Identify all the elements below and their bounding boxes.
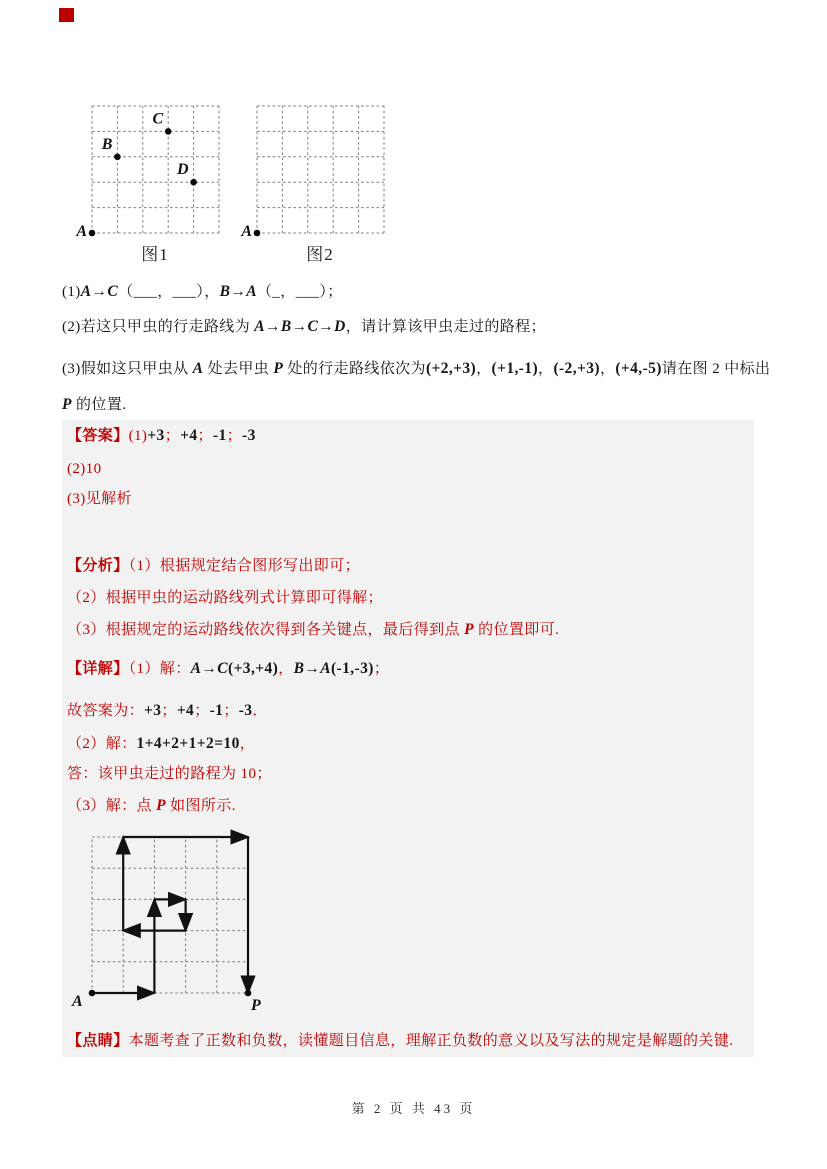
text-segment: (1) bbox=[128, 428, 148, 444]
text-segment: ． bbox=[252, 703, 268, 719]
page-footer bbox=[0, 1098, 827, 1117]
pointing-line bbox=[67, 1030, 747, 1052]
text-segment: (3)假如这只甲虫从 bbox=[62, 361, 193, 377]
text-segment: A→B→C→D bbox=[254, 318, 346, 335]
figure-answer-path bbox=[64, 823, 279, 1028]
point-label-P: P bbox=[251, 997, 261, 1014]
text-segment: -1 bbox=[209, 702, 224, 719]
text-segment: 答：该甲虫走过的路程为 10； bbox=[67, 766, 272, 782]
answer-line-3 bbox=[67, 488, 747, 510]
text-segment: A→C bbox=[80, 283, 119, 300]
point-label-B: B bbox=[101, 135, 113, 153]
point-label-D: D bbox=[177, 161, 189, 179]
text-segment: (+4,-5) bbox=[615, 360, 662, 377]
text-segment: 【详解】 bbox=[67, 661, 129, 677]
detail-line-2 bbox=[67, 700, 747, 722]
point-A bbox=[254, 230, 261, 237]
text-segment: 【答案】 bbox=[67, 428, 129, 444]
text-segment: P bbox=[156, 797, 166, 814]
text-segment: （1）根据规定结合图形写出即可； bbox=[128, 558, 361, 574]
text-segment: （2）根据甲虫的运动路线列式计算即可得解； bbox=[67, 590, 383, 606]
text-segment: ； bbox=[226, 428, 243, 444]
text-segment: ， bbox=[239, 736, 256, 752]
detail-line-4 bbox=[67, 763, 747, 785]
text-segment: 处的行走路线依次为 bbox=[283, 361, 426, 377]
figure-2-grid bbox=[235, 96, 405, 246]
answer-line-2 bbox=[67, 458, 747, 480]
point-A bbox=[89, 990, 96, 997]
text-segment: (3)见解析 bbox=[67, 491, 132, 507]
text-segment: B→A bbox=[219, 283, 257, 300]
text-segment: 【点睛】 bbox=[67, 1033, 129, 1049]
text-segment: -3 bbox=[238, 702, 253, 719]
text-segment: ， bbox=[278, 661, 294, 677]
text-segment: （1）解： bbox=[128, 661, 191, 677]
text-segment: ； bbox=[223, 703, 239, 719]
text-segment: (+1,-1) bbox=[491, 360, 539, 377]
text-segment: ； bbox=[164, 428, 181, 444]
point-B bbox=[114, 154, 121, 161]
detail-line-5 bbox=[67, 795, 747, 817]
red-square-marker bbox=[59, 8, 74, 22]
text-segment: 本题考查了正数和负数，读懂题目信息，理解正负数的意义以及写法的规定是解题的关键. bbox=[128, 1033, 734, 1049]
answer-line-1 bbox=[67, 425, 747, 447]
question-part-2 bbox=[62, 316, 774, 338]
detail-line-3 bbox=[67, 733, 747, 755]
text-segment: ； bbox=[194, 703, 210, 719]
solution-block bbox=[62, 420, 754, 1057]
point-C bbox=[165, 128, 172, 135]
text-segment: (2)10 bbox=[67, 461, 102, 477]
text-segment: (-2,+3) bbox=[553, 360, 600, 377]
figure-2-caption: 图2 bbox=[306, 245, 334, 264]
text-segment: 请在图 2 中标出 bbox=[661, 361, 771, 377]
figure-1-grid bbox=[70, 96, 240, 246]
text-segment: 【分析】 bbox=[67, 558, 129, 574]
text-segment: -3 bbox=[242, 427, 256, 444]
text-segment: 的位置. bbox=[71, 397, 127, 413]
text-segment: （___，___）， bbox=[118, 284, 220, 300]
figure-2 bbox=[235, 96, 405, 251]
text-segment: ， bbox=[599, 361, 616, 377]
text-segment: A→C bbox=[190, 660, 229, 677]
question-part-1 bbox=[62, 281, 774, 303]
text-segment: 1+4+2+1+2=10 bbox=[136, 735, 240, 752]
text-segment: (2)若这只甲虫的行走路线为 bbox=[62, 319, 255, 335]
text-segment: P bbox=[273, 360, 284, 377]
text-segment: 故答案为： bbox=[67, 703, 145, 719]
question-part-3 bbox=[62, 351, 774, 423]
text-segment: +4 bbox=[180, 427, 198, 444]
text-segment: 处去甲虫 bbox=[203, 361, 274, 377]
text-segment: （3）根据规定的运动路线依次得到各关键点，最后得到点 bbox=[67, 622, 465, 638]
text-segment: 如图所示. bbox=[165, 798, 236, 814]
figure-1 bbox=[70, 96, 240, 251]
text-segment: （3）解：点 bbox=[67, 798, 157, 814]
text-segment: (+3,+4) bbox=[228, 660, 279, 677]
point-label-A: A bbox=[241, 223, 252, 240]
text-segment: -1 bbox=[212, 427, 227, 444]
text-segment: 的位置即可. bbox=[473, 622, 560, 638]
point-D bbox=[190, 179, 197, 186]
point-label-A: A bbox=[76, 223, 87, 240]
text-segment: +4 bbox=[176, 702, 195, 719]
point-P bbox=[245, 990, 252, 997]
text-segment: ， bbox=[538, 361, 554, 377]
text-segment: (1) bbox=[62, 284, 81, 300]
page-number: 第 2 页 共 43 页 bbox=[351, 1101, 476, 1116]
text-segment: ； bbox=[161, 703, 177, 719]
point-label-C: C bbox=[152, 110, 164, 128]
text-segment: ， bbox=[476, 361, 492, 377]
text-segment: P bbox=[464, 621, 474, 638]
text-segment: B→A bbox=[293, 660, 331, 677]
text-segment: +3 bbox=[144, 702, 162, 719]
figure-1-caption: 图1 bbox=[141, 245, 169, 264]
analysis-line-2 bbox=[67, 587, 747, 609]
text-segment: P bbox=[62, 396, 72, 413]
text-segment: +3 bbox=[147, 427, 165, 444]
figure-path-grid bbox=[64, 823, 279, 1023]
text-segment: ，请计算该甲虫走过的路程； bbox=[345, 319, 546, 335]
text-segment: (-1,-3) bbox=[330, 660, 374, 677]
text-segment: ； bbox=[197, 428, 213, 444]
analysis-line-3 bbox=[67, 619, 747, 641]
point-label-A: A bbox=[72, 993, 83, 1010]
text-segment: (+2,+3) bbox=[425, 360, 477, 377]
detail-line-1 bbox=[67, 658, 747, 680]
text-segment: （2）解： bbox=[67, 736, 137, 752]
analysis-line-1 bbox=[67, 555, 747, 577]
text-segment: ； bbox=[373, 661, 390, 677]
point-A bbox=[89, 230, 96, 237]
text-segment: （_，___）； bbox=[257, 284, 343, 300]
text-segment: A bbox=[192, 360, 204, 377]
